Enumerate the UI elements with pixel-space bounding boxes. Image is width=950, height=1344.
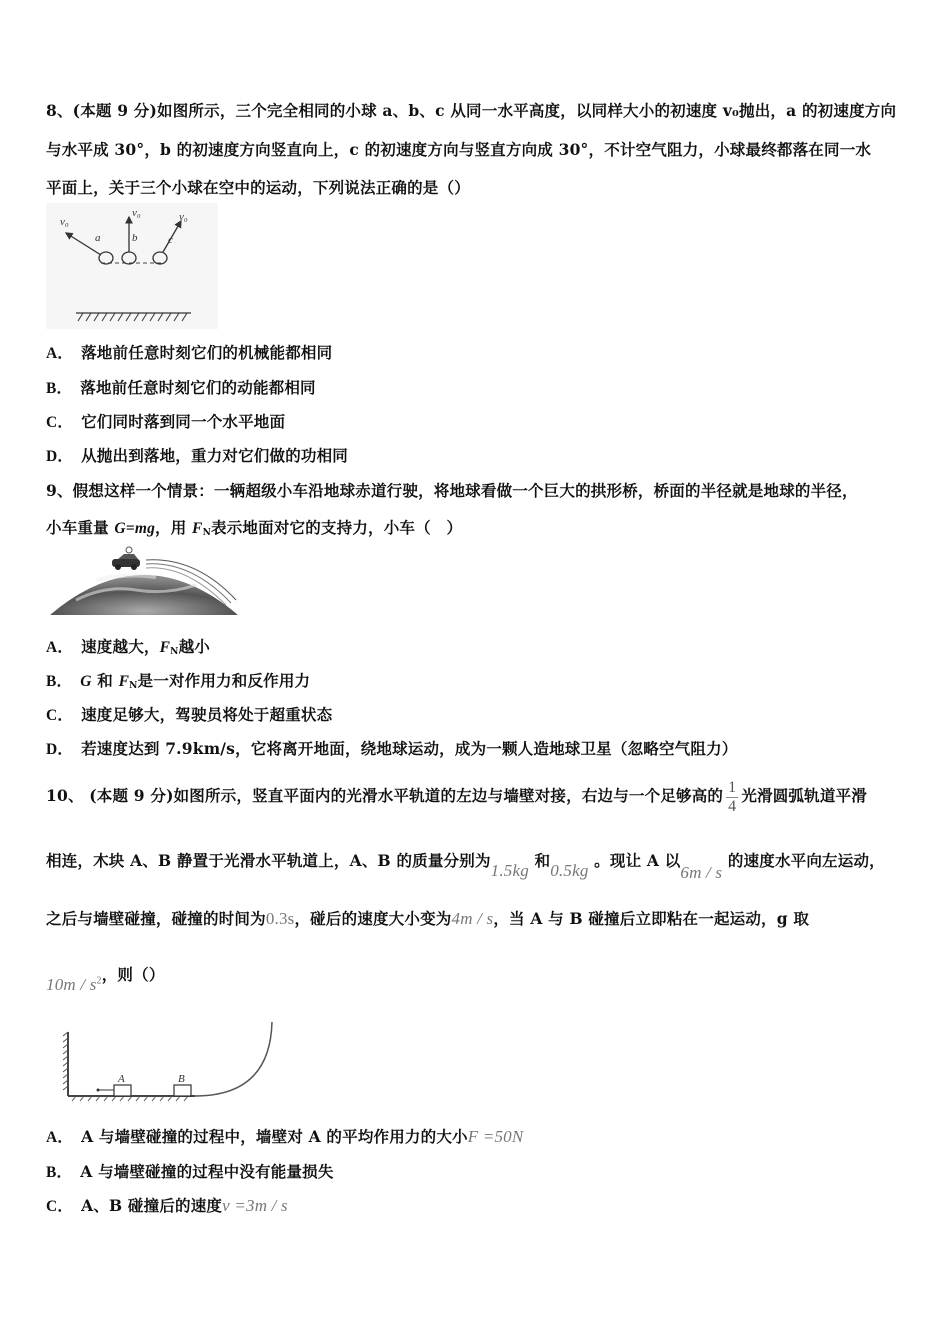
q8-option-b[interactable]: B． 落地前任意时刻它们的动能都相同 — [46, 378, 316, 397]
q10-stem-line-1: 10、 (本题 9 分)如图所示，竖直平面内的光滑水平轨道的左边与墙壁对接，右边与一个足够高的 $\frac{1}{4}$ 光滑圆弧轨道平滑 — [46, 778, 867, 815]
q9-option-b[interactable]: B． G 和 $F_N$是一对作用力和反作用力 — [46, 671, 311, 691]
q9-option-a[interactable]: A． 速度越大，$F_N$越小 — [46, 637, 210, 657]
svg-text:B: B — [178, 1073, 185, 1085]
mass-b-value: 0.5kg — [550, 861, 589, 880]
gravity-accel-value: 10m / s — [46, 975, 97, 994]
average-force-value: F =50N — [467, 1127, 524, 1146]
q9-stem-line-1: 9、假想这样一个情景：一辆超级小车沿地球赤道行驶，将地球看做一个巨大的拱形桥，桥面的半径就是地球的半径， — [46, 481, 858, 500]
svg-text:v₀: v₀ — [132, 207, 141, 219]
earth-car-diagram-icon — [46, 545, 241, 617]
q10-option-a[interactable]: A． A 与墙壁碰撞的过程中，墙壁对 A 的平均作用力的大小F =50N — [46, 1127, 524, 1146]
rebound-velocity-value: 4m / s — [451, 909, 494, 928]
q8-option-c[interactable]: C． 它们同时落到同一个水平地面 — [46, 412, 286, 431]
svg-text:a: a — [95, 232, 101, 244]
svg-text:v₀: v₀ — [179, 211, 188, 223]
svg-text:A: A — [118, 1073, 125, 1085]
q10-option-b[interactable]: B． A 与墙壁碰撞的过程中没有能量损失 — [46, 1162, 334, 1181]
svg-text:c: c — [168, 234, 173, 246]
combined-velocity-value: v =3m / s — [222, 1196, 288, 1215]
q10-stem-line-4: $10m / s^2$，则（） — [46, 965, 165, 994]
q9-stem-line-2: 小车重量 G=mg，用 $F_N$表示地面对它的支持力，小车（ ） — [46, 518, 463, 538]
q8-stem-line-2: 与水平成 30°，b 的初速度方向竖直向上，c 的初速度方向与竖直方向成 30°，不计空气阻力，小球最终都落在同一水 — [46, 140, 872, 159]
gravity-formula: G=mg — [114, 520, 156, 537]
wall-track-diagram-icon — [60, 1018, 285, 1108]
q8-stem-line-3: 平面上，关于三个小球在空中的运动，下列说法正确的是（） — [46, 178, 470, 197]
q9-figure-earth-car — [46, 545, 241, 617]
svg-text:v₀: v₀ — [60, 216, 69, 228]
initial-velocity-value: 6m / s — [680, 863, 723, 882]
q9-option-c[interactable]: C． 速度足够大，驾驶员将处于超重状态 — [46, 705, 333, 724]
mass-a-value: 1.5kg — [490, 861, 529, 880]
quarter-fraction: $\frac{1}{4}$ — [728, 778, 737, 815]
q9-option-d[interactable]: D． 若速度达到 7.9km/s，它将离开地面，绕地球运动，成为一颗人造地球卫星（忽略空气阻力） — [46, 739, 738, 758]
projectile-diagram-icon — [46, 203, 218, 329]
q10-figure-track — [60, 1018, 285, 1108]
collision-time-value: 0.3s — [265, 909, 295, 928]
q8-option-a[interactable]: A． 落地前任意时刻它们的机械能都相同 — [46, 343, 333, 362]
q10-option-c[interactable]: C． A、B 碰撞后的速度v =3m / s — [46, 1196, 288, 1215]
svg-text:b: b — [132, 232, 138, 244]
q10-stem-line-3: 之后与墙壁碰撞，碰撞的时间为0.3s，碰后的速度大小变为4m / s，当 A 与 B 碰撞后立即粘在一起运动，g 取 — [46, 909, 810, 928]
q8-figure-projectiles — [46, 203, 218, 329]
q8-stem-line-1: 8、(本题 9 分)如图所示，三个完全相同的小球 a、b、c 从同一水平高度，以同样大小的初速度 v₀抛出，a 的初速度方向 — [46, 101, 897, 120]
q10-stem-line-2: 相连，木块 A、B 静置于光滑水平轨道上，A、B 的质量分别为1.5kg 和0.5kg 。现让 A 以6m / s 的速度水平向左运动， — [46, 851, 885, 882]
q8-option-d[interactable]: D． 从抛出到落地，重力对它们做的功相同 — [46, 446, 348, 465]
